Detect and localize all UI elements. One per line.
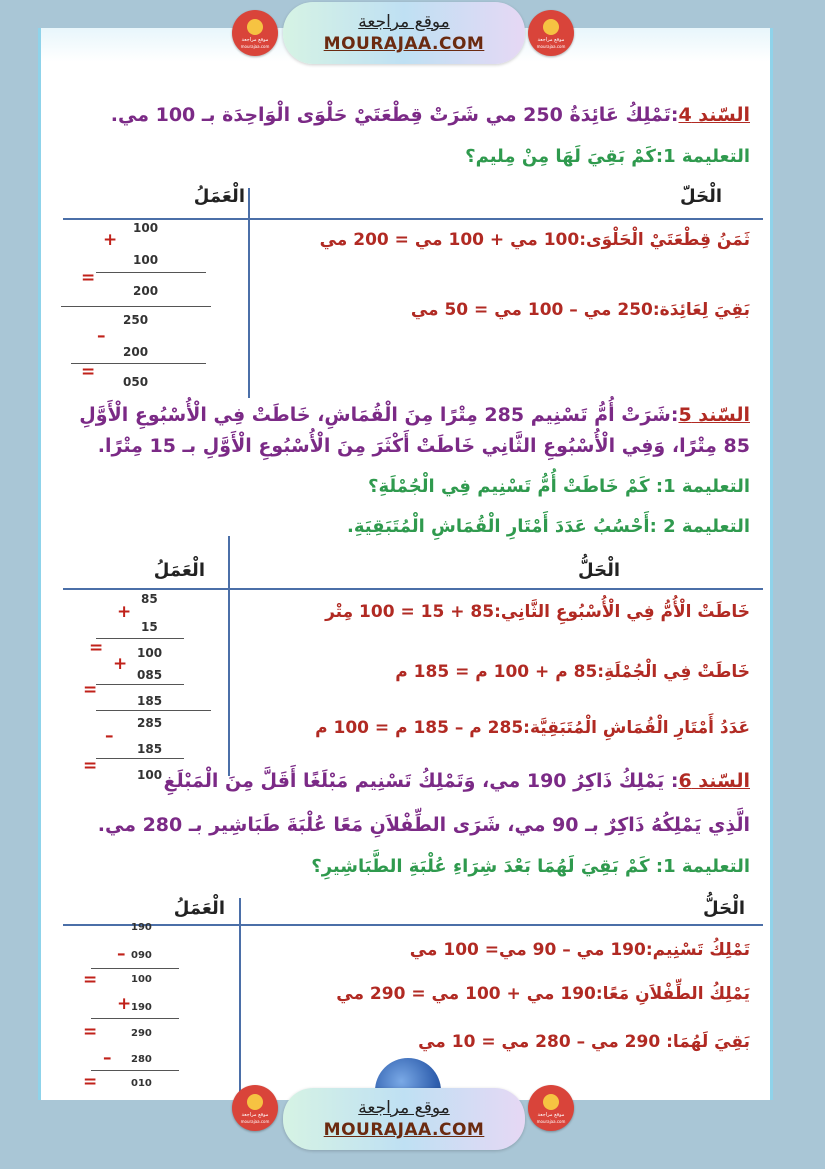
s4-work-rule: [96, 272, 206, 273]
s5-work-separator: [96, 710, 211, 711]
s6-head-work: الْعَمَلُ: [173, 898, 225, 919]
s6-solution-line-2: يَمْلِكُ الطِّفْلاَنِ مَعًا:190 مي + 100 مي = 290 مي: [336, 984, 750, 1004]
equals-sign-icon: =: [83, 756, 98, 776]
s5-instruction-2: التعليمة 2 :أَحْسُبُ عَدَدَ أَمْتَارِ الْقُمَاشِ الْمُتَبَقِيَةِ.: [347, 516, 750, 537]
s4-solution-line-2: بَقِيَ لِعَائِدَة:250 مي – 100 مي = 50 مي: [410, 300, 750, 320]
s6-work-value: 190: [131, 922, 152, 933]
site-logo-icon: موقع مراجعة mourajaa.com: [232, 10, 278, 56]
minus-sign-icon: –: [105, 726, 114, 746]
site-banner-top[interactable]: [283, 2, 525, 64]
s4-table-divider: [248, 188, 250, 398]
s5-head-work: الْعَمَلُ: [153, 560, 205, 581]
site-logo-icon: موقع مراجعة mourajaa.com: [528, 1085, 574, 1131]
s6-work-value: 010: [131, 1078, 152, 1089]
s6-statement-2: الَّذِي يَمْلِكُهُ ذَاكِرٌ بـ 90 مي، شَرَى الطِّفْلاَنِ مَعًا عُلْبَةَ طَبَاشِير بـ 280 مي.: [97, 814, 750, 836]
s5-table-rule: [63, 588, 763, 590]
minus-sign-icon: –: [97, 326, 106, 346]
equals-sign-icon: =: [89, 638, 104, 658]
equals-sign-icon: =: [83, 1072, 98, 1092]
s5-solution-line-2: خَاطَتْ فِي الْجُمْلَةِ:85 م + 100 م = 185 م: [395, 662, 750, 682]
s6-work-rule: [91, 1018, 179, 1019]
s5-table-divider: [228, 536, 230, 776]
s5-statement-1: [79, 404, 750, 426]
s5-solution-line-3: عَدَدُ أَمْتَارِ الْقُمَاشِ الْمُتَبَقِيَّة:285 م – 185 م = 100 م: [315, 718, 750, 738]
worksheet-page: [38, 28, 773, 1100]
s4-work-value: 250: [123, 313, 149, 327]
site-name-english[interactable]: MOURAJAA.COM: [323, 1120, 485, 1140]
s5-sanad-label: السّند 5: [678, 404, 750, 426]
minus-sign-icon: –: [103, 1048, 112, 1068]
s5-work-value: 100: [137, 768, 163, 782]
s5-work-value: 100: [137, 646, 163, 660]
s5-statement-text-1: :شَرَتْ أُمُّ تَسْنِيم 285 مِتْرًا مِنَ الْقُمَاشِ، خَاطَتْ فِي الْأُسْبُوعِ الْأَوَّلِ: [79, 404, 679, 426]
site-name-arabic[interactable]: موقع مراجعة: [358, 1098, 450, 1118]
s5-work-value: 285: [137, 716, 163, 730]
s6-table-rule: [63, 924, 763, 926]
s4-work-value: 200: [133, 284, 159, 298]
plus-sign-icon: +: [117, 994, 132, 1014]
minus-sign-icon: –: [117, 944, 126, 964]
s4-statement: [111, 104, 750, 126]
equals-sign-icon: =: [83, 680, 98, 700]
s6-statement-text-1: : يَمْلِكُ ذَاكِرُ 190 مي، وَتَمْلِكُ تَسْنِيم مَبْلَغًا أَقَلَّ مِنَ الْمَبْلَغِ: [163, 770, 679, 792]
s5-work-value: 085: [137, 668, 163, 682]
s5-solution-line-1: خَاطَتْ الْأُمُّ فِي الْأُسْبُوعِ الثَّانِي:85 + 15 = 100 مِتْر: [325, 602, 750, 622]
site-name-english[interactable]: MOURAJAA.COM: [323, 34, 485, 54]
s5-work-value: 185: [137, 694, 163, 708]
s6-work-rule: [91, 1070, 179, 1071]
s5-work-value: 85: [141, 592, 158, 606]
s4-work-value: 100: [133, 253, 159, 267]
s6-work-value: 190: [131, 1002, 152, 1013]
s6-work-value: 290: [131, 1028, 152, 1039]
s4-work-value: 100: [133, 221, 159, 235]
s5-work-rule: [96, 638, 184, 639]
plus-sign-icon: +: [103, 230, 118, 250]
s4-solution-line-1: ثَمَنُ قِطْعَتَيْ الْحَلْوَى:100 مي + 100 مي = 200 مي: [319, 230, 750, 250]
plus-sign-icon: +: [113, 654, 128, 674]
s5-work-rule: [96, 758, 184, 759]
s4-work-separator: [61, 306, 211, 307]
site-logo-icon: موقع مراجعة mourajaa.com: [232, 1085, 278, 1131]
site-logo-icon: موقع مراجعة mourajaa.com: [528, 10, 574, 56]
s4-head-solution: الْحَلّ: [680, 186, 722, 207]
s6-work-value: 280: [131, 1054, 152, 1065]
s6-instruction: التعليمة 1: كَمْ بَقِيَ لَهُمَا بَعْدَ شِرَاءِ عُلْبَةِ الطَّبَاشِيرِ؟: [311, 856, 750, 877]
s6-work-rule: [91, 968, 179, 969]
s4-work-value: 050: [123, 375, 149, 389]
s6-table-divider: [239, 898, 241, 1100]
s6-solution-line-1: تَمْلِكُ تَسْنِيم:190 مي – 90 مي= 100 مي: [409, 940, 750, 960]
s4-instruction: التعليمة 1:كَمْ بَقِيَ لَهَا مِنْ مِليم؟: [465, 146, 750, 167]
equals-sign-icon: =: [81, 362, 96, 382]
s6-head-solution: الْحَلُّ: [703, 898, 745, 919]
s4-table-rule: [63, 218, 763, 220]
s5-instruction-1: التعليمة 1: كَمْ خَاطَتْ أُمُّ تَسْنِيم فِي الْجُمْلَةِ؟: [368, 476, 750, 497]
s5-work-rule: [96, 684, 184, 685]
s5-work-value: 15: [141, 620, 158, 634]
s6-work-value: 090: [131, 950, 152, 961]
equals-sign-icon: =: [83, 970, 98, 990]
s4-statement-text: :تَمْلِكُ عَائِدَةُ 250 مي شَرَتْ قِطْعَتَيْ حَلْوَى الْوَاحِدَة بـ 100 مي.: [110, 104, 679, 126]
site-banner-bottom[interactable]: [283, 1088, 525, 1150]
s6-statement-1: [164, 770, 750, 792]
equals-sign-icon: =: [81, 268, 96, 288]
s6-work-value: 100: [131, 974, 152, 985]
equals-sign-icon: =: [83, 1022, 98, 1042]
s4-sanad-label: السّند 4: [678, 104, 750, 126]
site-name-arabic[interactable]: موقع مراجعة: [358, 12, 450, 32]
s6-sanad-label: السّند 6: [678, 770, 750, 792]
s5-statement-2: 85 مِتْرًا، وَفِي الْأُسْبُوعِ الثَّانِي خَاطَتْ أَكْثَرَ مِنَ الْأُسْبُوعِ الْأَوَّلِ بـ 15 مِتْرًا.: [97, 435, 750, 457]
s5-work-value: 185: [137, 742, 163, 756]
s4-head-work: الْعَمَلُ: [193, 186, 245, 207]
s4-work-value: 200: [123, 345, 149, 359]
plus-sign-icon: +: [117, 602, 132, 622]
s5-head-solution: الْحَلُّ: [578, 560, 620, 581]
s6-solution-line-3: بَقِيَ لَهُمَا: 290 مي – 280 مي = 10 مي: [418, 1032, 750, 1052]
